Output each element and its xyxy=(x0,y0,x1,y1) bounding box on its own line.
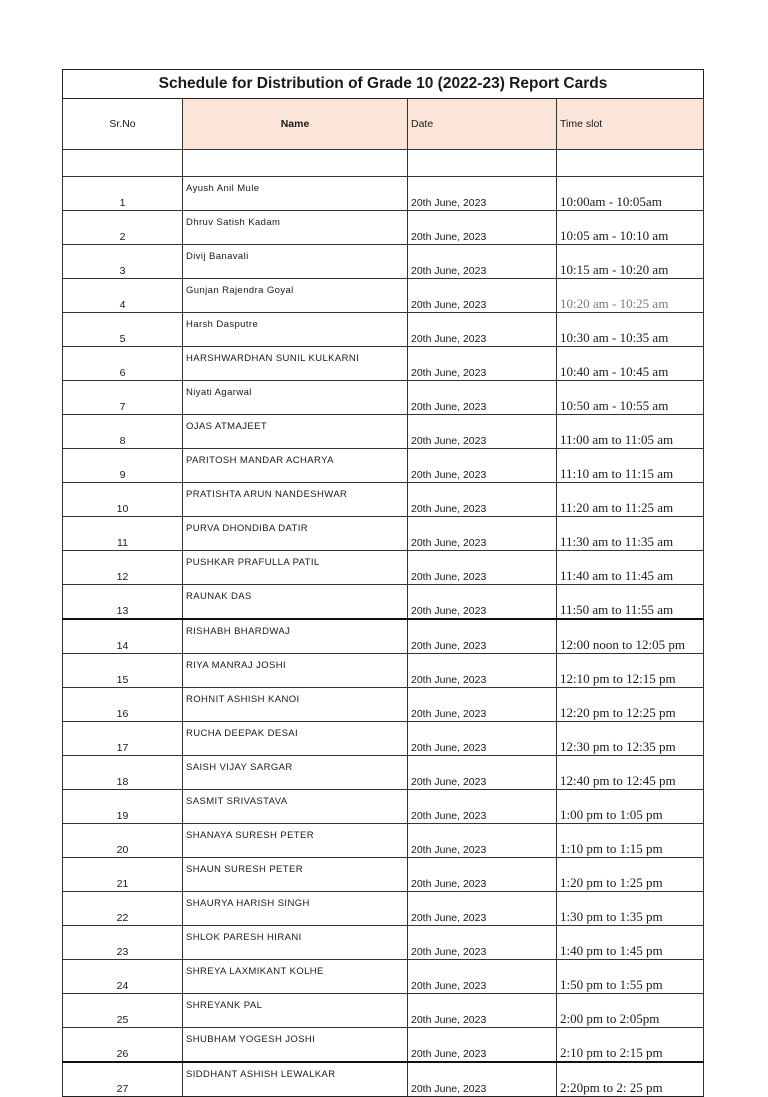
student-name-cell: PRATISHTA ARUN NANDESHWAR xyxy=(183,483,408,517)
header-time-slot: Time slot xyxy=(557,99,704,150)
student-name-cell: ROHNIT ASHISH KANOI xyxy=(183,688,408,722)
table-row xyxy=(63,449,704,483)
table-row xyxy=(63,892,704,926)
sr-number-cell: 19 xyxy=(63,790,183,824)
sr-number-cell: 10 xyxy=(63,483,183,517)
date-cell: 20th June, 2023 xyxy=(408,517,557,551)
header-date: Date xyxy=(408,99,557,150)
time-slot-cell: 11:00 am to 11:05 am xyxy=(557,415,704,449)
date-cell: 20th June, 2023 xyxy=(408,1062,557,1097)
table-row xyxy=(63,313,704,347)
table-row xyxy=(63,858,704,892)
sr-number-cell: 14 xyxy=(63,619,183,654)
student-name-cell: SHAURYA HARISH SINGH xyxy=(183,892,408,926)
sr-number-cell: 20 xyxy=(63,824,183,858)
time-slot-cell: 10:15 am - 10:20 am xyxy=(557,245,704,279)
date-cell: 20th June, 2023 xyxy=(408,313,557,347)
date-cell: 20th June, 2023 xyxy=(408,790,557,824)
time-slot-cell: 1:40 pm to 1:45 pm xyxy=(557,926,704,960)
sr-number-cell: 2 xyxy=(63,211,183,245)
table-row xyxy=(63,551,704,585)
student-name-cell: SIDDHANT ASHISH LEWALKAR xyxy=(183,1062,408,1097)
header-srno: Sr.No xyxy=(63,99,183,150)
student-name-cell: RAUNAK DAS xyxy=(183,585,408,620)
blank-cell xyxy=(408,150,557,177)
student-name-cell: SAISH VIJAY SARGAR xyxy=(183,756,408,790)
table-row xyxy=(63,926,704,960)
schedule-table xyxy=(62,69,704,1097)
header-name: Name xyxy=(183,99,408,150)
blank-cell xyxy=(63,150,183,177)
table-row xyxy=(63,790,704,824)
student-name-cell: Harsh Dasputre xyxy=(183,313,408,347)
time-slot-cell: 10:40 am - 10:45 am xyxy=(557,347,704,381)
time-slot-cell: 10:20 am - 10:25 am xyxy=(557,279,704,313)
student-name-cell: PUSHKAR PRAFULLA PATIL xyxy=(183,551,408,585)
sr-number-cell: 7 xyxy=(63,381,183,415)
table-row xyxy=(63,756,704,790)
table-row xyxy=(63,619,704,654)
student-name-cell: SHLOK PARESH HIRANI xyxy=(183,926,408,960)
time-slot-cell: 12:00 noon to 12:05 pm xyxy=(557,619,704,654)
time-slot-cell: 12:20 pm to 12:25 pm xyxy=(557,688,704,722)
sr-number-cell: 21 xyxy=(63,858,183,892)
student-name-cell: SASMIT SRIVASTAVA xyxy=(183,790,408,824)
student-name-cell: RUCHA DEEPAK DESAI xyxy=(183,722,408,756)
student-name-cell: HARSHWARDHAN SUNIL KULKARNI xyxy=(183,347,408,381)
blank-cell xyxy=(557,150,704,177)
student-name-cell: SHANAYA SURESH PETER xyxy=(183,824,408,858)
table-row xyxy=(63,517,704,551)
date-cell: 20th June, 2023 xyxy=(408,892,557,926)
sr-number-cell: 3 xyxy=(63,245,183,279)
table-row xyxy=(63,585,704,620)
date-cell: 20th June, 2023 xyxy=(408,722,557,756)
time-slot-cell: 1:30 pm to 1:35 pm xyxy=(557,892,704,926)
sr-number-cell: 15 xyxy=(63,654,183,688)
student-name-cell: Dhruv Satish Kadam xyxy=(183,211,408,245)
student-name-cell: RISHABH BHARDWAJ xyxy=(183,619,408,654)
sr-number-cell: 23 xyxy=(63,926,183,960)
date-cell: 20th June, 2023 xyxy=(408,756,557,790)
sr-number-cell: 8 xyxy=(63,415,183,449)
sr-number-cell: 24 xyxy=(63,960,183,994)
header-row xyxy=(63,99,704,150)
date-cell: 20th June, 2023 xyxy=(408,960,557,994)
date-cell: 20th June, 2023 xyxy=(408,245,557,279)
blank-row xyxy=(63,150,704,177)
time-slot-cell: 11:40 am to 11:45 am xyxy=(557,551,704,585)
date-cell: 20th June, 2023 xyxy=(408,177,557,211)
time-slot-cell: 11:20 am to 11:25 am xyxy=(557,483,704,517)
title-row xyxy=(63,70,704,99)
time-slot-cell: 11:50 am to 11:55 am xyxy=(557,585,704,620)
student-name-cell: RIYA MANRAJ JOSHI xyxy=(183,654,408,688)
date-cell: 20th June, 2023 xyxy=(408,449,557,483)
date-cell: 20th June, 2023 xyxy=(408,381,557,415)
table-row xyxy=(63,381,704,415)
table-row xyxy=(63,688,704,722)
table-row xyxy=(63,245,704,279)
time-slot-cell: 10:50 am - 10:55 am xyxy=(557,381,704,415)
time-slot-cell: 12:30 pm to 12:35 pm xyxy=(557,722,704,756)
time-slot-cell: 12:40 pm to 12:45 pm xyxy=(557,756,704,790)
date-cell: 20th June, 2023 xyxy=(408,824,557,858)
sr-number-cell: 4 xyxy=(63,279,183,313)
time-slot-cell: 10:30 am - 10:35 am xyxy=(557,313,704,347)
table-row xyxy=(63,415,704,449)
time-slot-cell: 11:30 am to 11:35 am xyxy=(557,517,704,551)
sr-number-cell: 6 xyxy=(63,347,183,381)
time-slot-cell: 2:20pm to 2: 25 pm xyxy=(557,1062,704,1097)
table-row xyxy=(63,483,704,517)
student-name-cell: OJAS ATMAJEET xyxy=(183,415,408,449)
sr-number-cell: 1 xyxy=(63,177,183,211)
sr-number-cell: 27 xyxy=(63,1062,183,1097)
student-name-cell: Gunjan Rajendra Goyal xyxy=(183,279,408,313)
blank-cell xyxy=(183,150,408,177)
table-row xyxy=(63,994,704,1028)
table-row xyxy=(63,960,704,994)
table-row xyxy=(63,654,704,688)
student-name-cell: Divij Banavali xyxy=(183,245,408,279)
time-slot-cell: 1:50 pm to 1:55 pm xyxy=(557,960,704,994)
sr-number-cell: 12 xyxy=(63,551,183,585)
table-row xyxy=(63,824,704,858)
sr-number-cell: 5 xyxy=(63,313,183,347)
time-slot-cell: 12:10 pm to 12:15 pm xyxy=(557,654,704,688)
student-name-cell: PURVA DHONDIBA DATIR xyxy=(183,517,408,551)
sr-number-cell: 9 xyxy=(63,449,183,483)
table-row xyxy=(63,177,704,211)
date-cell: 20th June, 2023 xyxy=(408,415,557,449)
date-cell: 20th June, 2023 xyxy=(408,551,557,585)
sr-number-cell: 17 xyxy=(63,722,183,756)
student-name-cell: Niyati Agarwal xyxy=(183,381,408,415)
table-row xyxy=(63,722,704,756)
sr-number-cell: 25 xyxy=(63,994,183,1028)
sr-number-cell: 18 xyxy=(63,756,183,790)
time-slot-cell: 2:10 pm to 2:15 pm xyxy=(557,1028,704,1063)
table-row xyxy=(63,279,704,313)
student-name-cell: PARITOSH MANDAR ACHARYA xyxy=(183,449,408,483)
student-name-cell: SHAUN SURESH PETER xyxy=(183,858,408,892)
table-row xyxy=(63,347,704,381)
date-cell: 20th June, 2023 xyxy=(408,654,557,688)
date-cell: 20th June, 2023 xyxy=(408,619,557,654)
date-cell: 20th June, 2023 xyxy=(408,688,557,722)
time-slot-cell: 2:00 pm to 2:05pm xyxy=(557,994,704,1028)
sr-number-cell: 26 xyxy=(63,1028,183,1063)
time-slot-cell: 11:10 am to 11:15 am xyxy=(557,449,704,483)
sr-number-cell: 11 xyxy=(63,517,183,551)
date-cell: 20th June, 2023 xyxy=(408,211,557,245)
page-title: Schedule for Distribution of Grade 10 (2022-23) Report Cards xyxy=(63,70,704,99)
table-row xyxy=(63,211,704,245)
time-slot-cell: 1:00 pm to 1:05 pm xyxy=(557,790,704,824)
date-cell: 20th June, 2023 xyxy=(408,994,557,1028)
date-cell: 20th June, 2023 xyxy=(408,926,557,960)
sr-number-cell: 22 xyxy=(63,892,183,926)
sr-number-cell: 13 xyxy=(63,585,183,620)
student-name-cell: SHREYANK PAL xyxy=(183,994,408,1028)
date-cell: 20th June, 2023 xyxy=(408,483,557,517)
student-name-cell: SHREYA LAXMIKANT KOLHE xyxy=(183,960,408,994)
time-slot-cell: 1:10 pm to 1:15 pm xyxy=(557,824,704,858)
date-cell: 20th June, 2023 xyxy=(408,1028,557,1063)
date-cell: 20th June, 2023 xyxy=(408,279,557,313)
time-slot-cell: 1:20 pm to 1:25 pm xyxy=(557,858,704,892)
date-cell: 20th June, 2023 xyxy=(408,347,557,381)
table-row xyxy=(63,1062,704,1097)
student-name-cell: Ayush Anil Mule xyxy=(183,177,408,211)
student-name-cell: SHUBHAM YOGESH JOSHI xyxy=(183,1028,408,1063)
sr-number-cell: 16 xyxy=(63,688,183,722)
time-slot-cell: 10:00am - 10:05am xyxy=(557,177,704,211)
time-slot-cell: 10:05 am - 10:10 am xyxy=(557,211,704,245)
date-cell: 20th June, 2023 xyxy=(408,585,557,620)
date-cell: 20th June, 2023 xyxy=(408,858,557,892)
table-row xyxy=(63,1028,704,1063)
